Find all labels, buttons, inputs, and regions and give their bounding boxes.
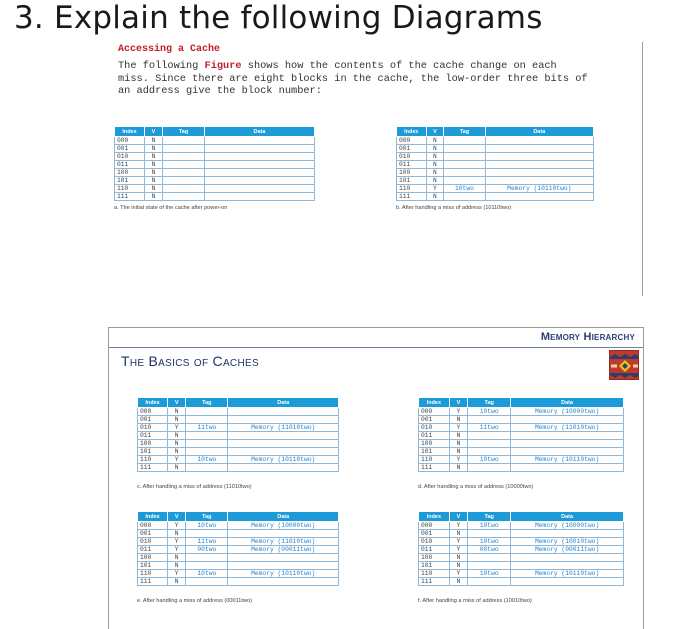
data-cell — [485, 177, 593, 185]
table-row — [138, 570, 339, 578]
column-header-index: Index — [138, 512, 168, 522]
valid-cell: N — [168, 530, 186, 538]
valid-cell: Y — [449, 456, 467, 464]
valid-cell: N — [449, 464, 467, 472]
tag-cell — [468, 578, 511, 586]
index-cell: 111 — [138, 464, 168, 472]
valid-cell: N — [426, 153, 444, 161]
table-row — [138, 578, 339, 586]
table-row — [419, 464, 624, 472]
intro-text-after: shows how the contents of the cache change on each miss. Since there are eight blocks in the cache, the low-order three bits of an address give the block number: — [118, 60, 588, 98]
data-cell — [485, 153, 593, 161]
table-row — [397, 185, 594, 193]
valid-cell: Y — [168, 538, 186, 546]
data-cell — [228, 562, 339, 570]
tag-cell — [186, 416, 228, 424]
tag-cell: 11two — [186, 424, 228, 432]
valid-cell: N — [449, 530, 467, 538]
index-cell: 001 — [115, 145, 145, 153]
valid-cell: Y — [449, 546, 467, 554]
data-cell: Memory (11010two) — [228, 538, 339, 546]
table-caption: a. The initial state of the cache after power-on — [114, 205, 228, 211]
cache-table — [137, 397, 339, 472]
data-cell — [228, 432, 339, 440]
column-header-tag: Tag — [186, 512, 228, 522]
data-cell — [228, 448, 339, 456]
index-cell: 011 — [138, 432, 168, 440]
table-row — [115, 161, 315, 169]
valid-cell: N — [426, 169, 444, 177]
column-header-data: Data — [228, 398, 339, 408]
index-cell: 010 — [138, 424, 168, 432]
valid-cell: N — [145, 153, 163, 161]
textbook-excerpt — [109, 42, 643, 296]
index-cell: 011 — [138, 546, 168, 554]
valid-cell: N — [168, 464, 186, 472]
column-header-valid: V — [168, 398, 186, 408]
tag-cell: 10two — [468, 408, 511, 416]
table-row — [138, 408, 339, 416]
column-header-data: Data — [511, 398, 624, 408]
table-row — [419, 562, 624, 570]
tag-cell — [444, 145, 485, 153]
column-header-valid: V — [449, 512, 467, 522]
tag-cell — [468, 554, 511, 562]
tag-cell — [468, 440, 511, 448]
data-cell — [511, 432, 624, 440]
tag-cell: 10two — [468, 522, 511, 530]
valid-cell: Y — [449, 522, 467, 530]
tag-cell — [163, 145, 205, 153]
index-cell: 111 — [138, 578, 168, 586]
tag-cell — [186, 530, 228, 538]
valid-cell: N — [168, 432, 186, 440]
index-cell: 000 — [115, 137, 145, 145]
tag-cell — [468, 416, 511, 424]
tag-cell: 10two — [468, 538, 511, 546]
table-row — [419, 440, 624, 448]
tag-cell — [468, 562, 511, 570]
data-cell — [228, 416, 339, 424]
index-cell: 101 — [138, 448, 168, 456]
table-caption: d. After handling a miss of address (10000two) — [418, 484, 534, 490]
column-header-tag: Tag — [468, 398, 511, 408]
index-cell: 111 — [419, 464, 450, 472]
table-caption: b. After handling a miss of address (10110two) — [396, 205, 511, 211]
data-cell — [511, 578, 624, 586]
table-row — [138, 432, 339, 440]
tag-cell: 11two — [186, 538, 228, 546]
valid-cell: Y — [168, 522, 186, 530]
table-row — [115, 169, 315, 177]
table-row — [419, 522, 624, 530]
tag-cell — [444, 169, 485, 177]
data-cell: Memory (10110two) — [511, 570, 624, 578]
table-row — [419, 530, 624, 538]
data-cell: Memory (10010two) — [511, 538, 624, 546]
tag-cell — [186, 448, 228, 456]
column-header-index: Index — [397, 127, 427, 137]
data-cell — [205, 137, 315, 145]
table-row — [115, 137, 315, 145]
tag-cell — [163, 185, 205, 193]
table-row — [419, 424, 624, 432]
tag-cell: 10two — [186, 522, 228, 530]
table-row — [138, 538, 339, 546]
table-row — [138, 440, 339, 448]
data-cell: Memory (11010two) — [228, 424, 339, 432]
emblem-icon — [609, 350, 639, 380]
tag-cell: 11two — [468, 424, 511, 432]
index-cell: 101 — [115, 177, 145, 185]
table-caption: f. After handling a miss of address (10010two) — [418, 598, 532, 604]
valid-cell: N — [145, 169, 163, 177]
valid-cell: N — [426, 145, 444, 153]
index-cell: 000 — [397, 137, 427, 145]
tag-cell — [163, 137, 205, 145]
index-cell: 101 — [419, 562, 450, 570]
index-cell: 100 — [397, 169, 427, 177]
data-cell: Memory (10000two) — [228, 522, 339, 530]
cache-table — [396, 126, 594, 201]
index-cell: 000 — [419, 408, 450, 416]
valid-cell: Y — [449, 408, 467, 416]
valid-cell: N — [168, 554, 186, 562]
index-cell: 100 — [419, 554, 450, 562]
index-cell: 101 — [419, 448, 450, 456]
tag-cell — [186, 554, 228, 562]
data-cell: Memory (10110two) — [511, 456, 624, 464]
table-row — [138, 448, 339, 456]
index-cell: 001 — [419, 530, 450, 538]
valid-cell: N — [426, 193, 444, 201]
index-cell: 011 — [397, 161, 427, 169]
valid-cell: N — [145, 185, 163, 193]
tag-cell — [163, 177, 205, 185]
index-cell: 110 — [138, 570, 168, 578]
index-cell: 010 — [115, 153, 145, 161]
index-cell: 010 — [419, 424, 450, 432]
data-cell — [205, 153, 315, 161]
table-row — [115, 177, 315, 185]
tag-cell: 10two — [186, 570, 228, 578]
column-header-index: Index — [419, 512, 450, 522]
data-cell: Memory (10000two) — [511, 408, 624, 416]
table-row — [138, 554, 339, 562]
data-cell: Memory (00011two) — [228, 546, 339, 554]
index-cell: 100 — [138, 440, 168, 448]
column-header-data: Data — [485, 127, 593, 137]
column-header-tag: Tag — [444, 127, 485, 137]
tag-cell — [444, 153, 485, 161]
table-row — [419, 448, 624, 456]
index-cell: 001 — [138, 530, 168, 538]
table-row — [138, 562, 339, 570]
index-cell: 000 — [138, 408, 168, 416]
tag-cell — [468, 530, 511, 538]
valid-cell: Y — [168, 570, 186, 578]
index-cell: 110 — [397, 185, 427, 193]
tag-cell — [444, 193, 485, 201]
valid-cell: N — [449, 440, 467, 448]
valid-cell: Y — [426, 185, 444, 193]
valid-cell: Y — [449, 570, 467, 578]
valid-cell: Y — [449, 538, 467, 546]
column-header-valid: V — [168, 512, 186, 522]
valid-cell: N — [449, 554, 467, 562]
valid-cell: N — [145, 193, 163, 201]
table-row — [419, 578, 624, 586]
cache-table — [418, 397, 624, 472]
table-row — [397, 193, 594, 201]
valid-cell: N — [145, 137, 163, 145]
data-cell — [205, 193, 315, 201]
table-row — [115, 153, 315, 161]
table-row — [115, 193, 315, 201]
tag-cell — [186, 464, 228, 472]
table-caption: e. After handling a miss of address (00011two) — [137, 598, 252, 604]
table-row — [397, 161, 594, 169]
column-header-valid: V — [426, 127, 444, 137]
tag-cell — [468, 464, 511, 472]
index-cell: 011 — [419, 432, 450, 440]
valid-cell: N — [426, 161, 444, 169]
table-row — [419, 416, 624, 424]
page-heading: 3. Explain the following Diagrams — [14, 0, 543, 36]
slide-title: The Basics of Caches — [121, 353, 259, 369]
tag-cell — [468, 448, 511, 456]
valid-cell: N — [168, 440, 186, 448]
table-row — [419, 538, 624, 546]
cache-table — [114, 126, 315, 201]
cache-table — [137, 511, 339, 586]
tag-cell — [444, 137, 485, 145]
data-cell: Memory (10110two) — [228, 570, 339, 578]
column-header-tag: Tag — [163, 127, 205, 137]
valid-cell: N — [449, 562, 467, 570]
index-cell: 111 — [397, 193, 427, 201]
valid-cell: N — [168, 448, 186, 456]
index-cell: 101 — [138, 562, 168, 570]
table-row — [115, 185, 315, 193]
data-cell — [205, 161, 315, 169]
column-header-data: Data — [228, 512, 339, 522]
index-cell: 110 — [419, 570, 450, 578]
valid-cell: N — [426, 137, 444, 145]
intro-paragraph — [118, 60, 588, 98]
index-cell: 011 — [419, 546, 450, 554]
table-row — [419, 408, 624, 416]
valid-cell: Y — [168, 456, 186, 464]
index-cell: 000 — [138, 522, 168, 530]
index-cell: 001 — [397, 145, 427, 153]
table-row — [138, 416, 339, 424]
column-header-index: Index — [138, 398, 168, 408]
valid-cell: N — [426, 177, 444, 185]
index-cell: 001 — [138, 416, 168, 424]
index-cell: 001 — [419, 416, 450, 424]
index-cell: 010 — [397, 153, 427, 161]
column-header-valid: V — [145, 127, 163, 137]
table-row — [419, 546, 624, 554]
table-row — [138, 464, 339, 472]
data-cell: Memory (10110two) — [485, 185, 593, 193]
data-cell — [205, 145, 315, 153]
table-row — [138, 522, 339, 530]
table-row — [138, 456, 339, 464]
data-cell: Memory (10110two) — [228, 456, 339, 464]
tag-cell: 10two — [468, 570, 511, 578]
valid-cell: N — [145, 177, 163, 185]
data-cell — [228, 578, 339, 586]
data-cell — [485, 161, 593, 169]
tag-cell — [163, 193, 205, 201]
data-cell — [228, 440, 339, 448]
tag-cell — [163, 169, 205, 177]
tag-cell: 10two — [468, 456, 511, 464]
valid-cell: Y — [168, 546, 186, 554]
data-cell — [205, 169, 315, 177]
data-cell — [228, 530, 339, 538]
table-row — [419, 456, 624, 464]
column-header-data: Data — [511, 512, 624, 522]
tag-cell — [186, 432, 228, 440]
table-row — [397, 145, 594, 153]
section-title: Accessing a Cache — [118, 44, 221, 55]
data-cell — [511, 416, 624, 424]
table-row — [138, 530, 339, 538]
data-cell — [485, 193, 593, 201]
tag-cell — [186, 578, 228, 586]
table-row — [138, 546, 339, 554]
data-cell — [511, 440, 624, 448]
column-header-tag: Tag — [468, 512, 511, 522]
index-cell: 110 — [419, 456, 450, 464]
tag-cell — [444, 177, 485, 185]
tag-cell — [444, 161, 485, 169]
data-cell — [228, 408, 339, 416]
column-header-data: Data — [205, 127, 315, 137]
tag-cell: 00two — [186, 546, 228, 554]
figure-keyword: Figure — [204, 60, 242, 72]
valid-cell: N — [449, 448, 467, 456]
intro-text-before: The following — [118, 60, 205, 72]
index-cell: 111 — [419, 578, 450, 586]
index-cell: 100 — [419, 440, 450, 448]
valid-cell: Y — [168, 424, 186, 432]
data-cell — [485, 137, 593, 145]
table-row — [397, 153, 594, 161]
data-cell — [228, 464, 339, 472]
table-caption: c. After handling a miss of address (11010two) — [137, 484, 252, 490]
table-row — [397, 137, 594, 145]
valid-cell: N — [449, 578, 467, 586]
table-row — [419, 554, 624, 562]
table-row — [419, 570, 624, 578]
tag-cell: 10two — [186, 456, 228, 464]
data-cell — [511, 448, 624, 456]
table-row — [397, 169, 594, 177]
index-cell: 111 — [115, 193, 145, 201]
tag-cell — [163, 153, 205, 161]
table-row — [397, 177, 594, 185]
tag-cell — [186, 562, 228, 570]
column-header-index: Index — [115, 127, 145, 137]
index-cell: 010 — [138, 538, 168, 546]
lecture-slide — [108, 327, 644, 629]
data-cell — [511, 562, 624, 570]
valid-cell: N — [145, 145, 163, 153]
header-divider — [109, 347, 643, 348]
data-cell — [511, 464, 624, 472]
index-cell: 000 — [419, 522, 450, 530]
tag-cell: 00two — [468, 546, 511, 554]
tag-cell — [186, 440, 228, 448]
data-cell — [205, 185, 315, 193]
tag-cell — [163, 161, 205, 169]
data-cell: Memory (11010two) — [511, 424, 624, 432]
column-header-tag: Tag — [186, 398, 228, 408]
table-row — [115, 145, 315, 153]
column-header-index: Index — [419, 398, 450, 408]
cache-table — [418, 511, 624, 586]
index-cell: 100 — [138, 554, 168, 562]
data-cell — [485, 145, 593, 153]
table-row — [419, 432, 624, 440]
valid-cell: N — [449, 432, 467, 440]
data-cell: Memory (10000two) — [511, 522, 624, 530]
data-cell: Memory (00011two) — [511, 546, 624, 554]
tag-cell — [186, 408, 228, 416]
tag-cell — [468, 432, 511, 440]
valid-cell: N — [449, 416, 467, 424]
slide-header-title: Memory Hierarchy — [540, 331, 635, 343]
index-cell: 101 — [397, 177, 427, 185]
tag-cell: 10two — [444, 185, 485, 193]
index-cell: 110 — [138, 456, 168, 464]
index-cell: 100 — [115, 169, 145, 177]
data-cell — [228, 554, 339, 562]
index-cell: 010 — [419, 538, 450, 546]
valid-cell: N — [168, 408, 186, 416]
data-cell — [205, 177, 315, 185]
valid-cell: N — [168, 416, 186, 424]
data-cell — [511, 554, 624, 562]
table-row — [138, 424, 339, 432]
slide-header-bar — [109, 328, 643, 348]
column-header-valid: V — [449, 398, 467, 408]
valid-cell: N — [168, 578, 186, 586]
valid-cell: N — [168, 562, 186, 570]
data-cell — [485, 169, 593, 177]
valid-cell: Y — [449, 424, 467, 432]
index-cell: 110 — [115, 185, 145, 193]
data-cell — [511, 530, 624, 538]
index-cell: 011 — [115, 161, 145, 169]
valid-cell: N — [145, 161, 163, 169]
